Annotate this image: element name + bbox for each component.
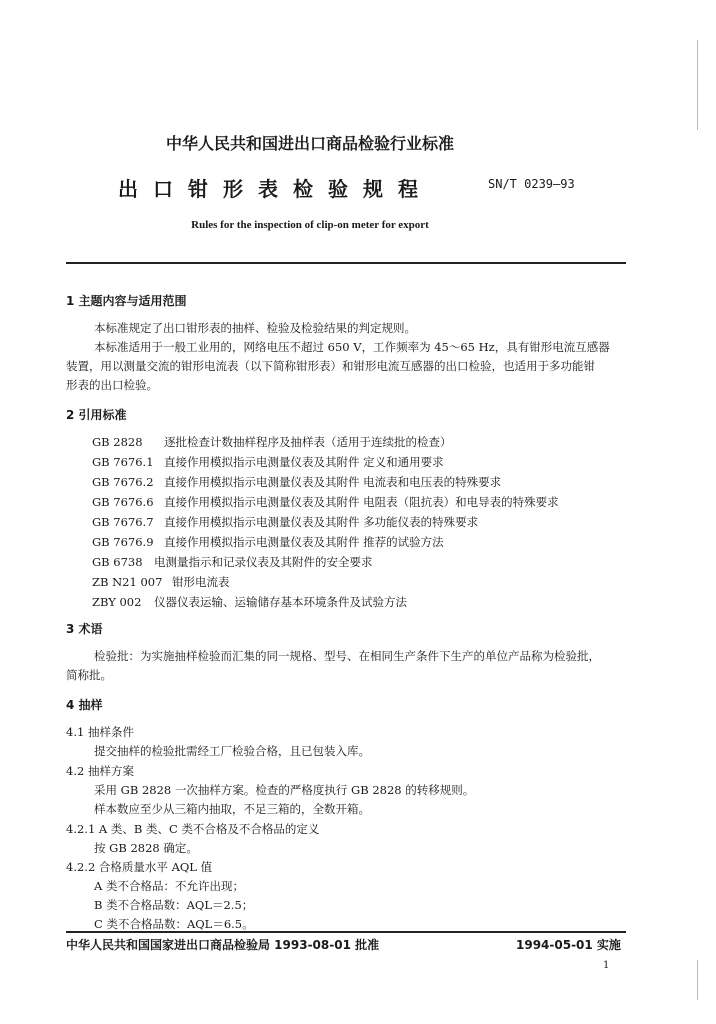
- approval-statement: 中华人民共和国国家进出口商品检验局 1993-08-01 批准: [66, 938, 380, 952]
- section-4-heading: 4 抽样: [66, 698, 103, 712]
- document-title: 出口钳形表检验规程: [118, 177, 433, 201]
- subsection-4-2-1-text: 按 GB 2828 确定。: [94, 841, 198, 855]
- subsection-4-2-text: 采用 GB 2828 一次抽样方案。检查的严格度执行 GB 2828 的转移规则。: [94, 783, 475, 797]
- section-2-heading: 2 引用标准: [66, 408, 127, 422]
- reference-title: 仪器仪表运输、运输储存基本环境条件及试验方法: [154, 595, 407, 609]
- footer-rule: [66, 931, 626, 933]
- reference-item: [92, 574, 230, 590]
- reference-title: 钳形电流表: [172, 575, 230, 589]
- section-1-paragraph: 本标准规定了出口钳形表的抽样、检验及检验结果的判定规则。: [94, 321, 416, 335]
- reference-title: 直接作用模拟指示电测量仪表及其附件 电阻表（阻抗表）和电导表的特殊要求: [164, 495, 559, 509]
- reference-item: [92, 594, 407, 610]
- reference-title: 直接作用模拟指示电测量仪表及其附件 多功能仪表的特殊要求: [164, 515, 479, 529]
- reference-item: [92, 454, 444, 470]
- section-3-paragraph: 检验批：为实施抽样检验而汇集的同一规格、型号、在相同生产条件下生产的单位产品称为检验批，: [94, 649, 600, 663]
- subsection-4-2-heading: 4.2 抽样方案: [66, 764, 134, 778]
- reference-code: GB 2828: [92, 435, 143, 449]
- reference-item: [92, 494, 559, 510]
- standard-number: SN/T 0239—93: [488, 177, 575, 191]
- reference-code: GB 6738: [92, 555, 143, 569]
- section-1-paragraph: 本标准适用于一般工业用的，网络电压不超过 650 V，工作频率为 45～65 Hz，具有钳形电流互感器: [94, 340, 610, 354]
- reference-code: GB 7676.7: [92, 515, 154, 529]
- subsection-4-2-text: 样本数应至少从三箱内抽取，不足三箱的，全数开箱。: [94, 802, 370, 816]
- english-title: Rules for the inspection of clip-on meter for export: [191, 219, 429, 231]
- aql-class-b: B 类不合格品数：AQL＝2.5；: [94, 898, 254, 912]
- section-3-paragraph: 简称批。: [66, 668, 112, 682]
- section-1-paragraph: 装置，用以测量交流的钳形电流表（以下简称钳形表）和钳形电流互感器的出口检验，也适用于多功能钳: [66, 359, 595, 373]
- reference-code: GB 7676.9: [92, 535, 154, 549]
- scan-edge-mark: [697, 960, 698, 1000]
- reference-title: 直接作用模拟指示电测量仪表及其附件 推荐的试验方法: [164, 535, 444, 549]
- reference-code: ZBY 002: [92, 595, 142, 609]
- header-rule: [66, 262, 626, 264]
- subsection-4-2-1-heading: 4.2.1 A 类、B 类、C 类不合格及不合格品的定义: [66, 822, 320, 836]
- subsection-4-1-text: 提交抽样的检验批需经工厂检验合格，且已包装入库。: [94, 744, 370, 758]
- reference-title: 直接作用模拟指示电测量仪表及其附件 定义和通用要求: [164, 455, 444, 469]
- reference-code: GB 7676.1: [92, 455, 154, 469]
- scan-edge-mark: [697, 40, 698, 130]
- reference-code: GB 7676.6: [92, 495, 154, 509]
- reference-code: ZB N21 007: [92, 575, 163, 589]
- subsection-4-1-heading: 4.1 抽样条件: [66, 725, 134, 739]
- reference-item: [92, 554, 373, 570]
- section-3-heading: 3 术语: [66, 622, 103, 636]
- effective-date: 1994-05-01 实施: [516, 938, 621, 952]
- reference-title: 直接作用模拟指示电测量仪表及其附件 电流表和电压表的特殊要求: [164, 475, 502, 489]
- reference-item: [92, 514, 478, 530]
- aql-class-c: C 类不合格品数：AQL＝6.5。: [94, 917, 254, 931]
- page-number: 1: [603, 960, 610, 971]
- reference-item: [92, 534, 444, 550]
- section-1-heading: 1 主题内容与适用范围: [66, 294, 187, 308]
- reference-title: 逐批检查计数抽样程序及抽样表（适用于连续批的检查）: [164, 435, 452, 449]
- section-1-paragraph: 形表的出口检验。: [66, 378, 158, 392]
- subsection-4-2-2-heading: 4.2.2 合格质量水平 AQL 值: [66, 860, 213, 874]
- reference-title: 电测量指示和记录仪表及其附件的安全要求: [154, 555, 373, 569]
- reference-item: [92, 434, 452, 450]
- aql-class-a: A 类不合格品：不允许出现；: [94, 879, 244, 893]
- standard-category-title: 中华人民共和国进出口商品检验行业标准: [165, 134, 454, 153]
- reference-code: GB 7676.2: [92, 475, 154, 489]
- reference-item: [92, 474, 501, 490]
